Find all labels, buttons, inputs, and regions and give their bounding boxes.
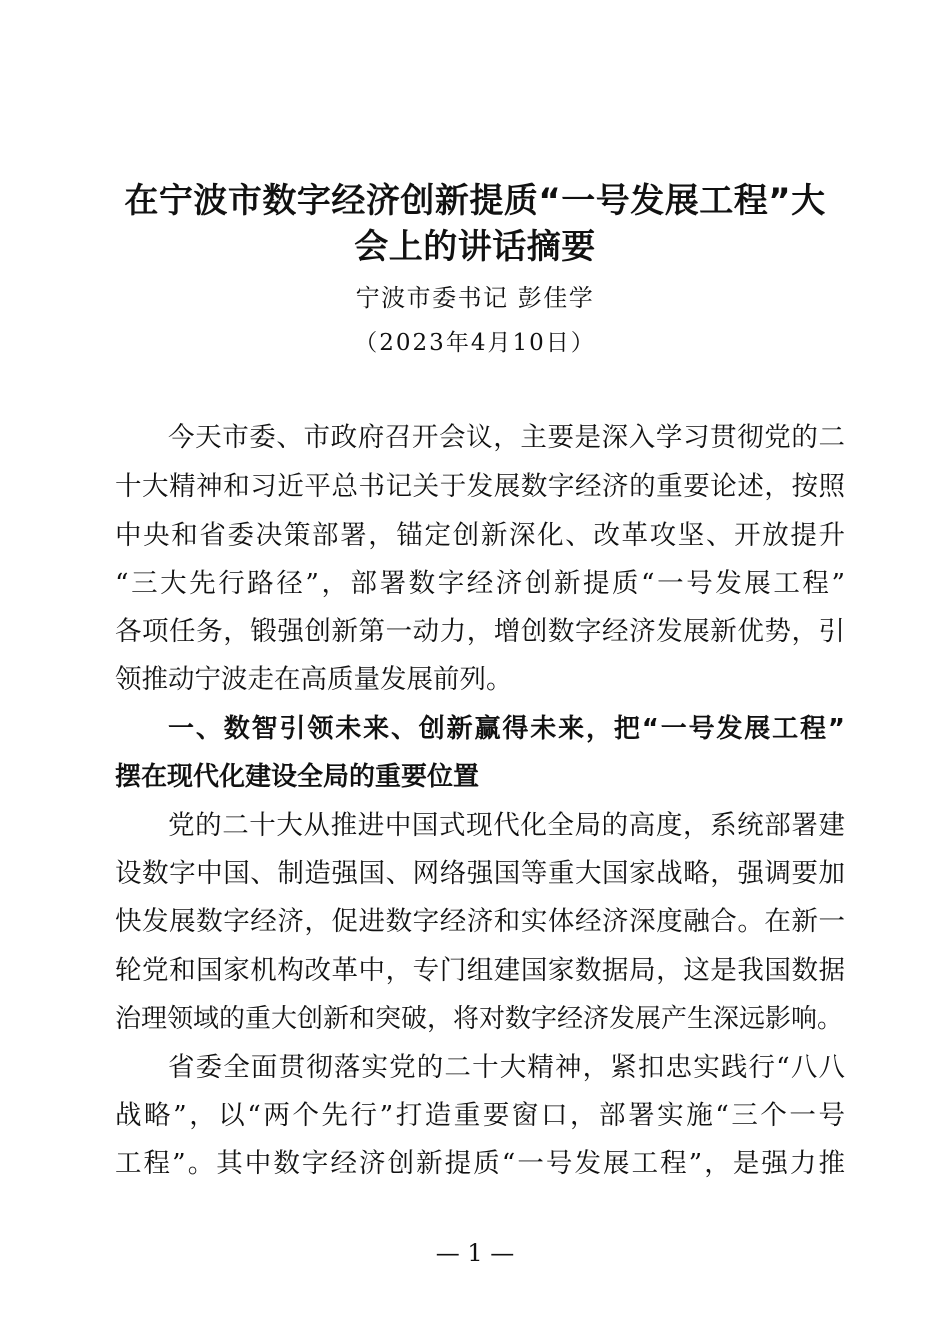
page-number: — 1 — (435, 1239, 515, 1267)
paragraph-1-line: 中央和省委决策部署，锚定创新深化、改革攻坚、开放提升 (115, 520, 845, 551)
paragraph-1-line: “三大先行路径”，部署数字经济创新提质“一号发展工程” (115, 568, 845, 599)
paragraph-2-line: 党的二十大从推进中国式现代化全局的高度，系统部署建 (168, 810, 845, 841)
paragraph-1-line: 领推动宁波走在高质量发展前列。 (115, 664, 513, 695)
paragraph-3-line: 工程”。其中数字经济创新提质“一号发展工程”，是强力推 (115, 1148, 845, 1179)
section-heading-line: 摆在现代化建设全局的重要位置 (115, 762, 480, 792)
document-title-line-2: 会上的讲话摘要 (354, 227, 596, 267)
paragraph-2-line: 轮党和国家机构改革中，专门组建国家数据局，这是我国数据 (115, 955, 845, 986)
paragraph-2-line: 快发展数字经济，促进数字经济和实体经济深度融合。在新一 (115, 906, 845, 937)
document-title-line-1: 在宁波市数字经济创新提质“一号发展工程”大 (124, 181, 826, 221)
document-date: （2023年4月10日） (354, 330, 596, 356)
paragraph-1-line: 各项任务，锻强创新第一动力，增创数字经济发展新优势，引 (115, 616, 845, 647)
paragraph-1-line: 十大精神和习近平总书记关于发展数字经济的重要论述，按照 (115, 471, 845, 502)
section-heading-line: 一、数智引领未来、创新赢得未来，把“一号发展工程” (168, 714, 845, 744)
paragraph-2-line: 设数字中国、制造强国、网络强国等重大国家战略，强调要加 (115, 858, 845, 889)
paragraph-2-line: 治理领域的重大创新和突破，将对数字经济发展产生深远影响。 (115, 1004, 844, 1034)
document-author: 宁波市委书记 彭佳学 (355, 284, 595, 312)
paragraph-3-line: 战略”，以“两个先行”打造重要窗口，部署实施“三个一号 (115, 1100, 845, 1131)
paragraph-3-line: 省委全面贯彻落实党的二十大精神，紧扣忠实践行“八八 (168, 1052, 845, 1083)
paragraph-1-line: 今天市委、市政府召开会议，主要是深入学习贯彻党的二 (168, 422, 845, 453)
